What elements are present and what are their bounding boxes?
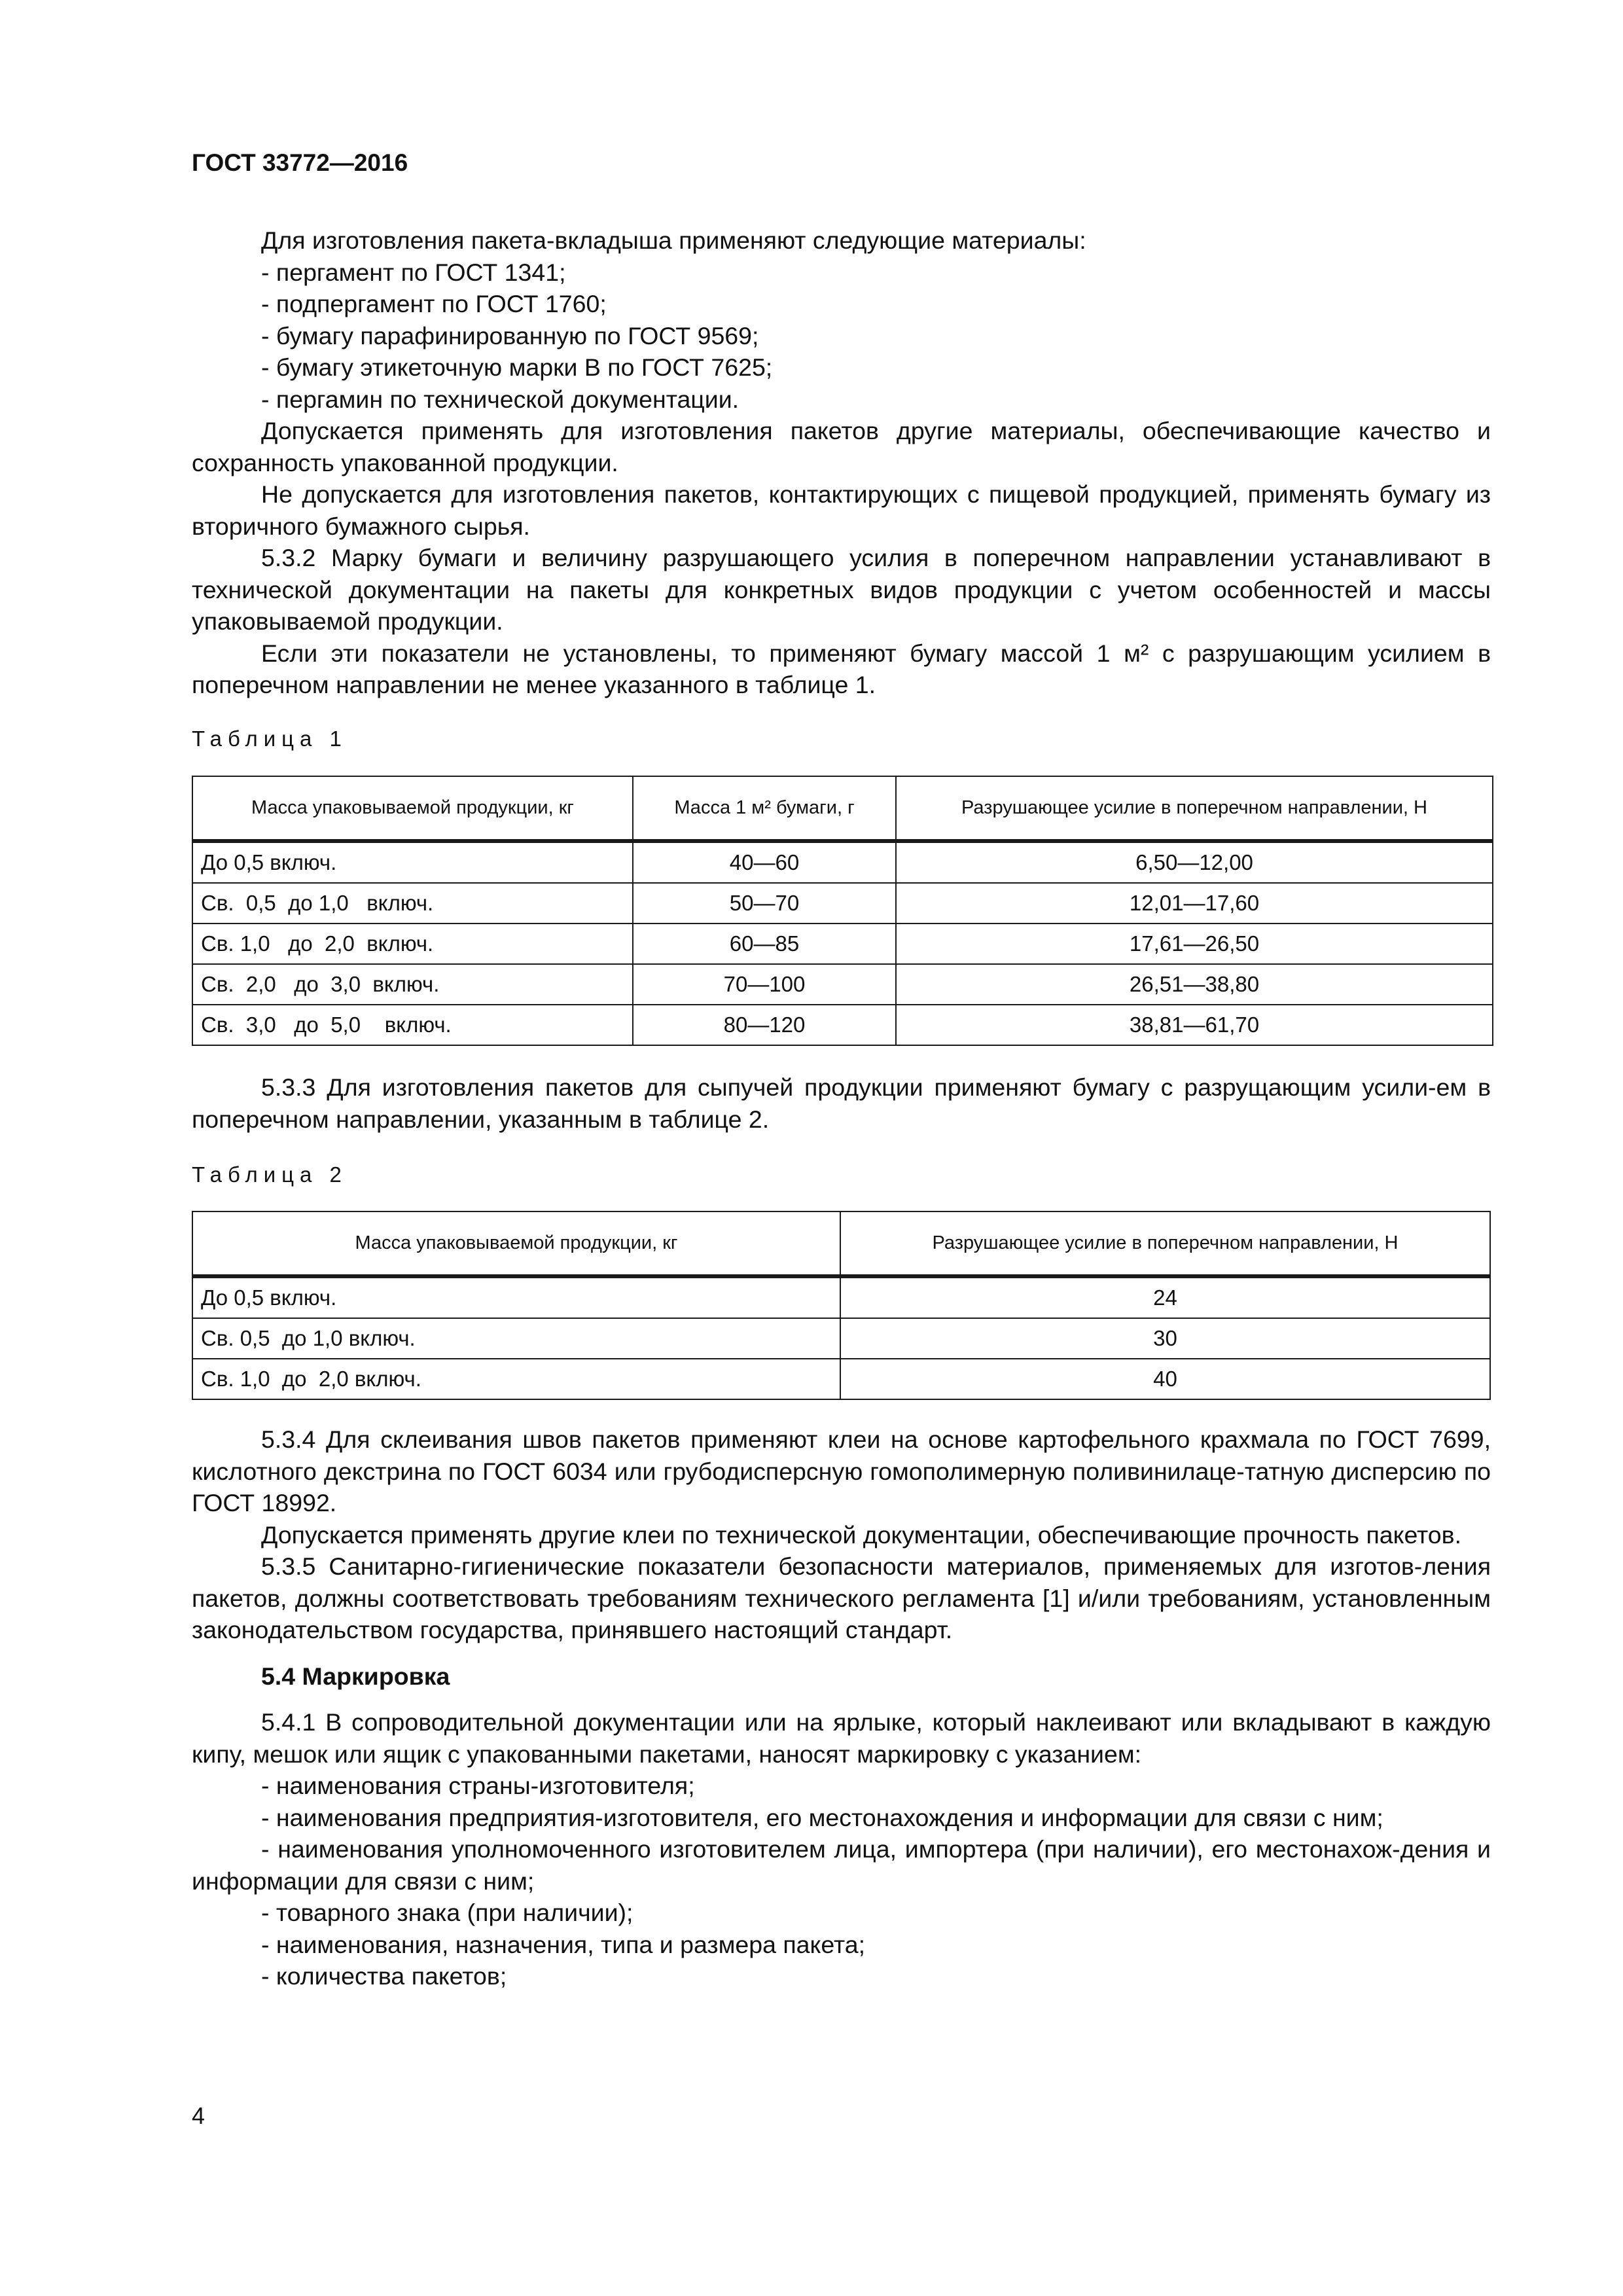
table-row	[192, 1318, 1490, 1359]
paragraph-other-glues: Допускается применять другие клеи по технической документации, обеспечивающие прочность пакетов.	[261, 1520, 1462, 1549]
section-heading-5-4: 5.4 Маркировка	[261, 1662, 450, 1690]
table-cell: Св. 3,0 до 5,0 включ.	[192, 1005, 633, 1045]
table-cell: 38,81—61,70	[896, 1005, 1493, 1045]
table-cell: До 0,5 включ.	[192, 1276, 840, 1318]
table-cell: До 0,5 включ.	[192, 841, 633, 883]
table-cell: 40	[840, 1359, 1490, 1399]
list-item: - наименования страны-изготовителя;	[261, 1772, 695, 1799]
list-item: - наименования, назначения, типа и размера пакета;	[261, 1930, 865, 1958]
table-cell: 26,51—38,80	[896, 964, 1493, 1005]
table-cell: 12,01—17,60	[896, 883, 1493, 924]
list-item: - пергамин по технической документации.	[261, 385, 740, 413]
list-item: - наименования предприятия-изготовителя, его местонахождения и информации для связи с ним;	[261, 1803, 1383, 1831]
list-item: - бумагу парафинированную по ГОСТ 9569;	[261, 321, 759, 350]
column-header: Разрушающее усилие в поперечном направлении, Н	[840, 1211, 1490, 1276]
list-item: - пергамент по ГОСТ 1341;	[261, 258, 566, 286]
table-row	[192, 1276, 1490, 1318]
document-header: ГОСТ 33772—2016	[192, 149, 408, 176]
table-2	[192, 1211, 1491, 1400]
table-1	[192, 776, 1493, 1046]
table-cell: 24	[840, 1276, 1490, 1318]
column-header: Масса упаковываемой продукции, кг	[192, 1211, 840, 1276]
list-item: - бумагу этикеточную марки В по ГОСТ 7625;	[261, 353, 773, 381]
materials-list	[192, 257, 1491, 416]
marking-list-continued	[192, 1897, 1491, 1992]
clause-5-3-2: 5.3.2 Марку бумаги и величину разрушающего усилия в поперечном направлении устанавливают в технической документации на пакеты для конкретных видов продукции с учетом особенностей и массы упаковываемой продукции.	[192, 544, 1491, 635]
table-cell: Св. 1,0 до 2,0 включ.	[192, 1359, 840, 1399]
clause-5-3-4: 5.3.4 Для склеивания швов пакетов применяют клеи на основе картофельного крахмала по ГОСТ 7699, кислотного декстрина по ГОСТ 6034 или грубодисперсную гомополимерную поливинилаце-татную дисперсию по ГОСТ 18992.	[192, 1426, 1491, 1516]
table-cell: 50—70	[633, 883, 896, 924]
list-item: - товарного знака (при наличии);	[261, 1899, 633, 1926]
table-row	[192, 1005, 1493, 1045]
list-item: - подпергамент по ГОСТ 1760;	[261, 290, 607, 317]
paragraph-default-paper: Если эти показатели не установлены, то применяют бумагу массой 1 м² с разрушающим усилием в поперечном направлении не менее указанного в таблице 1.	[192, 639, 1491, 698]
list-item: - количества пакетов;	[261, 1962, 507, 1990]
table-row	[192, 841, 1493, 883]
table-cell: Св. 2,0 до 3,0 включ.	[192, 964, 633, 1005]
materials-intro: Для изготовления пакета-вкладыша применяют следующие материалы:	[261, 226, 1086, 254]
clause-5-4-1: 5.4.1 В сопроводительной документации или на ярлыке, который наклеивают или вкладывают в каждую кипу, мешок или ящик с упакованными пакетами, наносят маркировку с указанием:	[192, 1708, 1491, 1768]
table-row	[192, 924, 1493, 964]
materials-section	[192, 224, 1491, 701]
table-cell: 60—85	[633, 924, 896, 964]
table-cell: 70—100	[633, 964, 896, 1005]
table-row	[192, 964, 1493, 1005]
page-number: 4	[192, 2102, 205, 2129]
table-cell: 80—120	[633, 1005, 896, 1045]
glue-and-marking-section	[192, 1424, 1491, 1992]
column-header: Масса 1 м² бумаги, г	[633, 776, 896, 841]
clause-5-3-5: 5.3.5 Санитарно-гигиенические показатели безопасности материалов, применяемых для изготов-ления пакетов, должны соответствовать требованиям технического регламента [1] и/или требованиям, установленным законодательством государства, принявшего настоящий стандарт.	[192, 1552, 1491, 1643]
table-header-row	[192, 1211, 1490, 1276]
table-cell: 30	[840, 1318, 1490, 1359]
table-2-caption: Таблица 2	[192, 1162, 348, 1187]
table-cell: Св. 1,0 до 2,0 включ.	[192, 924, 633, 964]
column-header: Разрушающее усилие в поперечном направлении, Н	[896, 776, 1493, 841]
list-item-importer: - наименования уполномоченного изготовителем лица, импортера (при наличии), его местонахож-дения и информации для связи с ним;	[192, 1835, 1491, 1895]
paragraph-other-materials: Допускается применять для изготовления пакетов другие материалы, обеспечивающие качество и сохранность упакованной продукции.	[192, 417, 1491, 476]
table-header-row	[192, 776, 1493, 841]
clause-5-3-3-section	[192, 1071, 1491, 1135]
table-cell: 6,50—12,00	[896, 841, 1493, 883]
paragraph-recycled-prohibited: Не допускается для изготовления пакетов, контактирующих с пищевой продукцией, применять бумагу из вторичного бумажного сырья.	[192, 480, 1491, 540]
table-cell: Св. 0,5 до 1,0 включ.	[192, 1318, 840, 1359]
table-1-caption: Таблица 1	[192, 726, 348, 751]
table-row	[192, 883, 1493, 924]
clause-5-3-3: 5.3.3 Для изготовления пакетов для сыпучей продукции применяют бумагу с разрущающим усили-ем в поперечном направлении, указанным в таблице 2.	[192, 1073, 1491, 1133]
column-header: Масса упаковываемой продукции, кг	[192, 776, 633, 841]
marking-list	[192, 1770, 1491, 1833]
table-cell: Св. 0,5 до 1,0 включ.	[192, 883, 633, 924]
table-cell: 40—60	[633, 841, 896, 883]
table-row	[192, 1359, 1490, 1399]
table-cell: 17,61—26,50	[896, 924, 1493, 964]
